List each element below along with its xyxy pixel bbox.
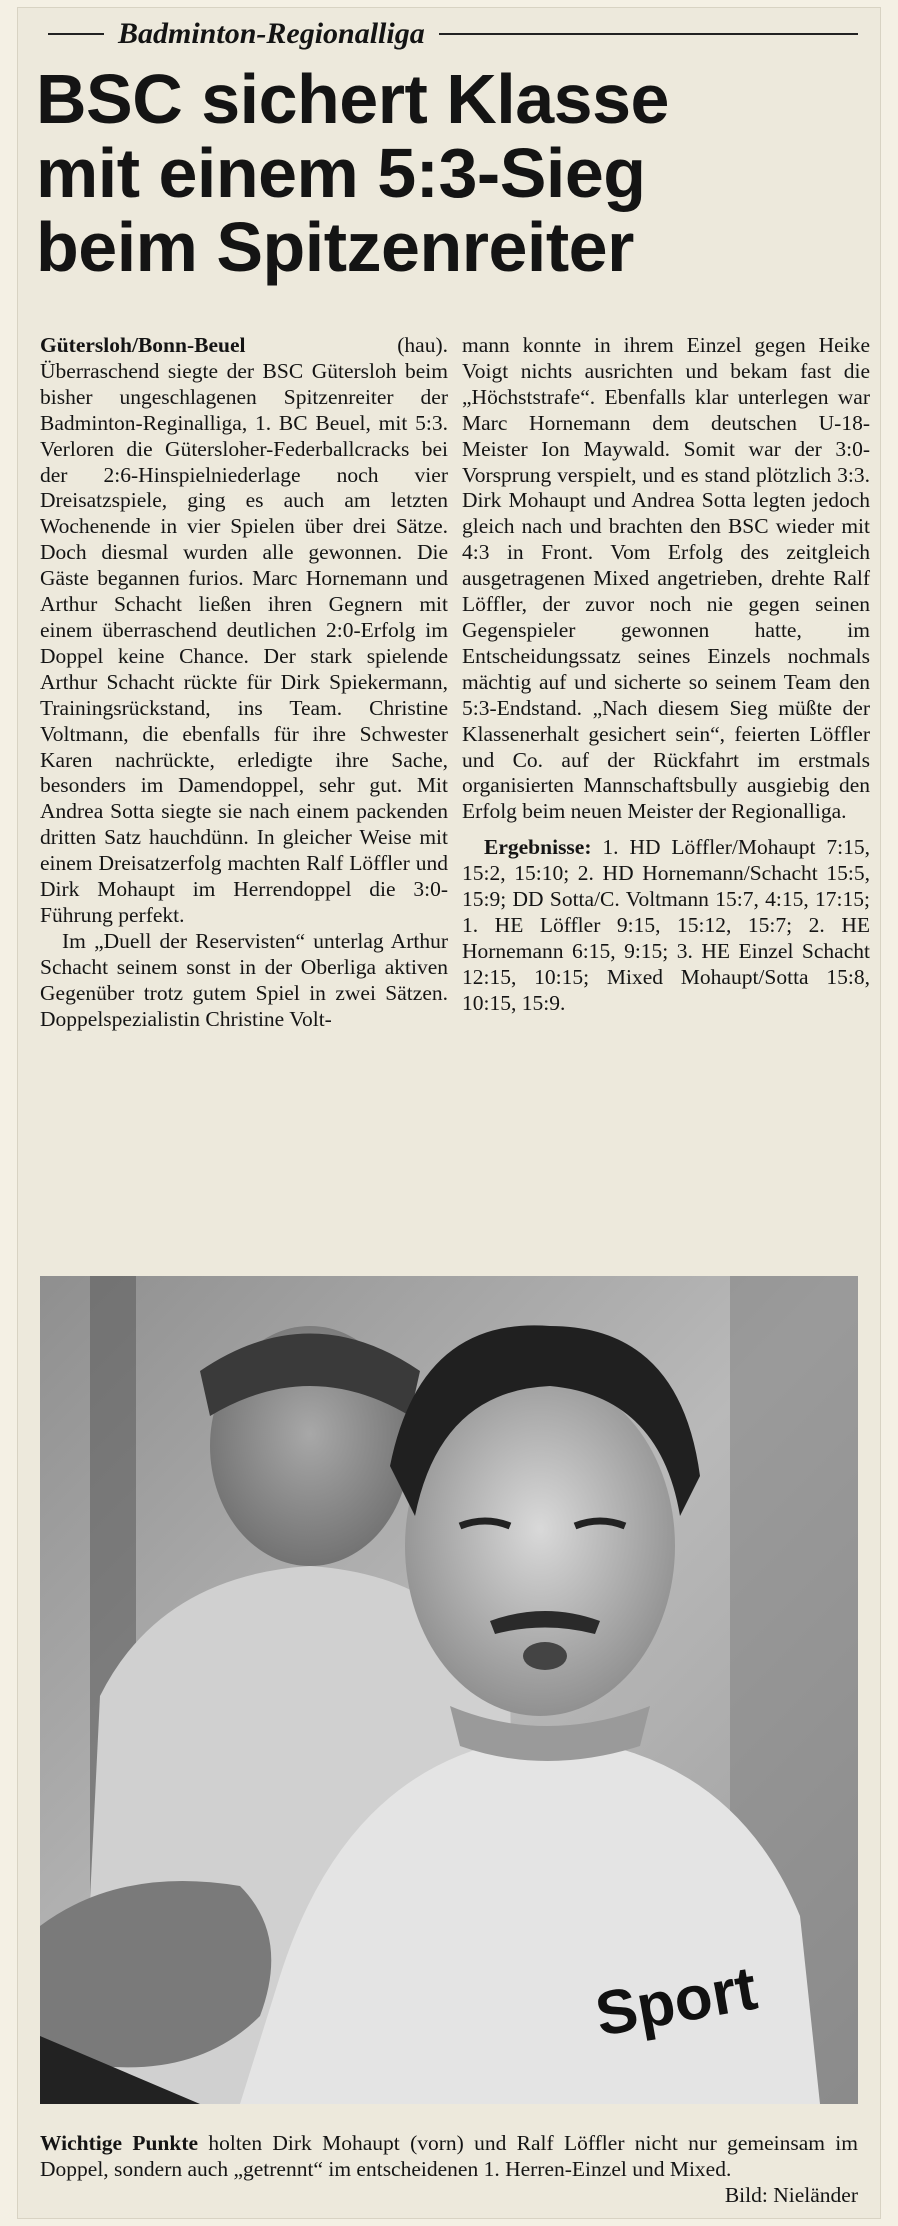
kicker-rule-left	[48, 33, 104, 35]
author-tag: (hau).	[397, 333, 448, 357]
credit-line	[40, 2182, 858, 2208]
headline-line-3: beim Spitzenreiter	[36, 208, 634, 286]
article-column-left	[40, 333, 448, 1032]
dateline-row	[40, 333, 448, 359]
paragraph-3: mann konnte in ihrem Einzel gegen Heike Voigt nichts ausrichten und bekam fast die „Höchststrafe“. Ebenfalls klar unterlegen war Marc Hornemann dem deutschen U-18-Meister Ion Maywald. Somit war der 3:0-Vorsprung verspielt, und es stand plötzlich 3:3. Dirk Mohaupt und Andrea Sotta legten jedoch gleich nach und brachten den BSC wieder mit 4:3 in Front. Vom Erfolg des zeitgleich ausgetragenen Mixed angetrieben, drehte Ralf Löffler, der zuvor noch nie gegen seinen Gegenspieler gewonnen hatte, im Entscheidungssatz seines Einzels nochmals mächtig auf und sicherte so seinem Team den 5:3-Endstand. „Nach diesem Sieg müßte der Klassenerhalt gesichert sein“, feierten Löffler und Co. auf der Rückfahrt im erstmals organisierten Mannschaftsbully ausgiebig den Erfolg beim neuen Meister der Regionalliga.	[462, 333, 870, 824]
results-text: 1. HD Löffler/Mohaupt 7:15, 15:2, 15:10; 2. HD Hornemann/Schacht 15:5, 15:9; DD Sotta/C. Voltmann 15:7, 4:15, 17:15; 1. HE Löffler 9:15, 15:12, 15:7; 2. HE Hornemann 6:15, 9:15; 3. HE Einzel Schacht 12:15, 10:15; Mixed Mohaupt/Sotta 15:8, 10:15, 15:9.	[462, 835, 870, 1015]
photo-illustration	[40, 1276, 858, 2104]
article-column-right	[462, 333, 870, 1017]
paragraph-2: Im „Duell der Reservisten“ unterlag Arthur Schacht seinem sonst in der Oberliga aktiven Gegenüber trotz gutem Spiel in zwei Sätzen. Doppelspezialistin Christine Volt-	[40, 928, 448, 1031]
caption-lead: Wichtige Punkte	[40, 2131, 199, 2155]
headline-line-1: BSC sichert Klasse	[36, 60, 669, 138]
kicker-text: Badminton-Regionalliga	[118, 17, 425, 50]
photo-credit: Bild: Nieländer	[724, 2183, 858, 2207]
caption-text: holten Dirk Mohaupt (vorn) und Ralf Löffler nicht nur gemeinsam im Doppel, sondern auch „getrennt“ im entscheidenen 1. Herren-Einzel und Mixed.	[40, 2131, 858, 2181]
dateline: Gütersloh/Bonn-Beuel	[40, 333, 246, 357]
headline-line-2: mit einem 5:3-Sieg	[36, 134, 646, 212]
kicker	[48, 14, 858, 54]
results	[462, 835, 870, 1016]
headline	[36, 62, 866, 284]
results-label: Ergebnisse:	[484, 835, 592, 860]
shirt-text: Sport	[590, 1953, 762, 2050]
photo	[40, 1276, 858, 2104]
paragraph-1: Überraschend siegte der BSC Gütersloh beim bisher ungeschlagenen Spitzenreiter der Badminton-Reginalliga, 1. BC Beuel, mit 5:3. Verloren die Gütersloher-Federballcracks bei der 2:6-Hinspielniederlage noch vier Dreisatzspiele, ging es auch am letzten Wochenende in vier Spielen über drei Sätze. Doch diesmal wurden alle gewonnen. Die Gäste begannen furios. Marc Hornemann und Arthur Schacht ließen ihren Gegnern mit einem überraschend deutlichen 2:0-Erfolg im Doppel keine Chance. Der stark spielende Arthur Schacht rückte für Dirk Spiekermann, Trainingsrückstand, ins Team. Christine Voltmann, die ebenfalls für ihre Schwester Karen nachrückte, erledigte ihre Sache, besonders im Damendoppel, sehr gut. Mit Andrea Sotta siegte sie nach einem packenden dritten Satz hauchdünn. In gleicher Weise mit einem Dreisatzerfolg machten Ralf Löffler und Dirk Mohaupt im Herrendoppel die 3:0-Führung perfekt.	[40, 358, 448, 927]
kicker-rule-right	[439, 33, 858, 35]
photo-caption	[40, 2130, 858, 2208]
